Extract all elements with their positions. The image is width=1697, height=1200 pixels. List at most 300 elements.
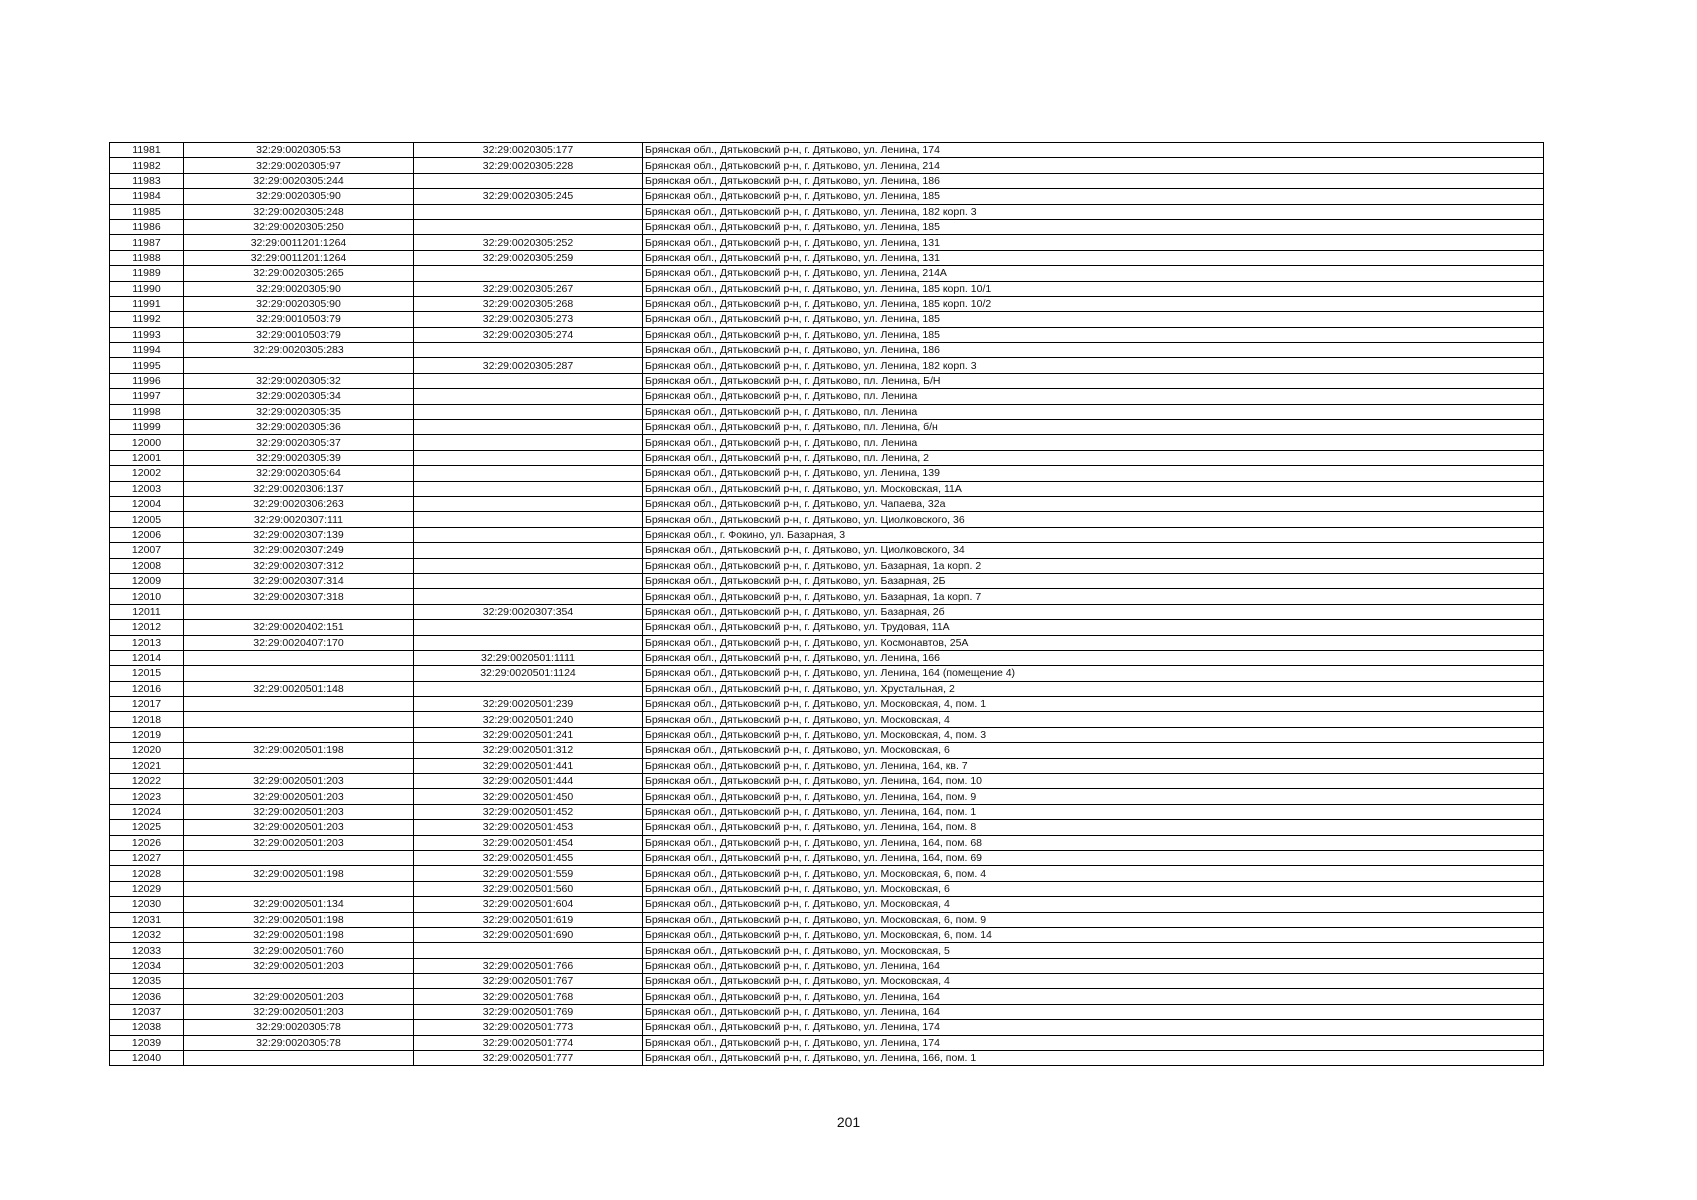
table-row <box>110 958 1544 973</box>
parcel-cadastral-number-cell: 32:29:0020501:148 <box>184 681 414 696</box>
object-cadastral-number-cell: 32:29:0020501:1111 <box>414 650 643 665</box>
table-row <box>110 712 1544 727</box>
row-number-cell: 12008 <box>110 558 184 573</box>
row-number-cell: 11993 <box>110 327 184 342</box>
parcel-cadastral-number-cell: 32:29:0020306:137 <box>184 481 414 496</box>
table-row <box>110 1035 1544 1050</box>
row-number-cell: 12034 <box>110 958 184 973</box>
object-cadastral-number-cell <box>414 543 643 558</box>
row-number-cell: 11981 <box>110 143 184 158</box>
row-number-cell: 12018 <box>110 712 184 727</box>
address-cell: Брянская обл., Дятьковский р-н, г. Дятьково, ул. Базарная, 1а корп. 7 <box>643 589 1544 604</box>
object-cadastral-number-cell: 32:29:0020501:444 <box>414 774 643 789</box>
row-number-cell: 12014 <box>110 650 184 665</box>
table-row <box>110 989 1544 1004</box>
row-number-cell: 11994 <box>110 343 184 358</box>
table-row <box>110 774 1544 789</box>
row-number-cell: 12032 <box>110 927 184 942</box>
table-row <box>110 697 1544 712</box>
address-cell: Брянская обл., Дятьковский р-н, г. Дятьково, ул. Московская, 6, пом. 9 <box>643 912 1544 927</box>
row-number-cell: 12007 <box>110 543 184 558</box>
row-number-cell: 12000 <box>110 435 184 450</box>
parcel-cadastral-number-cell: 32:29:0010503:79 <box>184 312 414 327</box>
address-cell: Брянская обл., Дятьковский р-н, г. Дятьково, ул. Базарная, 2б <box>643 604 1544 619</box>
row-number-cell: 11986 <box>110 219 184 234</box>
address-cell: Брянская обл., Дятьковский р-н, г. Дятьково, ул. Ленина, 164, пом. 69 <box>643 850 1544 865</box>
object-cadastral-number-cell <box>414 266 643 281</box>
table-row <box>110 1020 1544 1035</box>
object-cadastral-number-cell <box>414 389 643 404</box>
table-row <box>110 281 1544 296</box>
table-row <box>110 204 1544 219</box>
parcel-cadastral-number-cell: 32:29:0020305:90 <box>184 189 414 204</box>
object-cadastral-number-cell: 32:29:0020501:619 <box>414 912 643 927</box>
row-number-cell: 12024 <box>110 804 184 819</box>
parcel-cadastral-number-cell <box>184 650 414 665</box>
object-cadastral-number-cell <box>414 558 643 573</box>
address-cell: Брянская обл., Дятьковский р-н, г. Дятьково, пл. Ленина <box>643 389 1544 404</box>
address-cell: Брянская обл., Дятьковский р-н, г. Дятьково, ул. Московская, 6, пом. 14 <box>643 927 1544 942</box>
address-cell: Брянская обл., Дятьковский р-н, г. Дятьково, ул. Ленина, 131 <box>643 235 1544 250</box>
object-cadastral-number-cell <box>414 681 643 696</box>
address-cell: Брянская обл., Дятьковский р-н, г. Дятьково, ул. Ленина, 185 <box>643 219 1544 234</box>
object-cadastral-number-cell: 32:29:0020305:287 <box>414 358 643 373</box>
object-cadastral-number-cell <box>414 466 643 481</box>
object-cadastral-number-cell: 32:29:0020501:777 <box>414 1051 643 1066</box>
parcel-cadastral-number-cell <box>184 974 414 989</box>
row-number-cell: 12026 <box>110 835 184 850</box>
address-cell: Брянская обл., Дятьковский р-н, г. Дятьково, ул. Ленина, 174 <box>643 1035 1544 1050</box>
parcel-cadastral-number-cell: 32:29:0020501:198 <box>184 866 414 881</box>
object-cadastral-number-cell: 32:29:0020501:773 <box>414 1020 643 1035</box>
row-number-cell: 12002 <box>110 466 184 481</box>
row-number-cell: 12025 <box>110 820 184 835</box>
row-number-cell: 11995 <box>110 358 184 373</box>
parcel-cadastral-number-cell: 32:29:0020305:283 <box>184 343 414 358</box>
address-cell: Брянская обл., Дятьковский р-н, г. Дятьково, ул. Циолковского, 36 <box>643 512 1544 527</box>
address-cell: Брянская обл., Дятьковский р-н, г. Дятьково, ул. Ленина, 185 корп. 10/1 <box>643 281 1544 296</box>
row-number-cell: 11985 <box>110 204 184 219</box>
object-cadastral-number-cell <box>414 943 643 958</box>
object-cadastral-number-cell: 32:29:0020305:252 <box>414 235 643 250</box>
row-number-cell: 11984 <box>110 189 184 204</box>
parcel-cadastral-number-cell <box>184 697 414 712</box>
table-row <box>110 573 1544 588</box>
address-cell: Брянская обл., Дятьковский р-н, г. Дятьково, ул. Московская, 5 <box>643 943 1544 958</box>
table-row <box>110 296 1544 311</box>
object-cadastral-number-cell <box>414 173 643 188</box>
object-cadastral-number-cell: 32:29:0020501:454 <box>414 835 643 850</box>
object-cadastral-number-cell: 32:29:0020305:259 <box>414 250 643 265</box>
parcel-cadastral-number-cell: 32:29:0011201:1264 <box>184 250 414 265</box>
object-cadastral-number-cell: 32:29:0020501:768 <box>414 989 643 1004</box>
object-cadastral-number-cell: 32:29:0020501:239 <box>414 697 643 712</box>
address-cell: Брянская обл., Дятьковский р-н, г. Дятьково, пл. Ленина <box>643 404 1544 419</box>
object-cadastral-number-cell: 32:29:0020305:268 <box>414 296 643 311</box>
address-cell: Брянская обл., Дятьковский р-н, г. Дятьково, ул. Ленина, 131 <box>643 250 1544 265</box>
row-number-cell: 12021 <box>110 758 184 773</box>
table-row <box>110 881 1544 896</box>
object-cadastral-number-cell <box>414 481 643 496</box>
table-row <box>110 804 1544 819</box>
address-cell: Брянская обл., Дятьковский р-н, г. Дятьково, пл. Ленина, 2 <box>643 450 1544 465</box>
parcel-cadastral-number-cell: 32:29:0020501:203 <box>184 958 414 973</box>
parcel-cadastral-number-cell: 32:29:0020501:198 <box>184 912 414 927</box>
row-number-cell: 12015 <box>110 666 184 681</box>
table-row <box>110 897 1544 912</box>
parcel-cadastral-number-cell: 32:29:0020307:249 <box>184 543 414 558</box>
row-number-cell: 11991 <box>110 296 184 311</box>
parcel-cadastral-number-cell: 32:29:0011201:1264 <box>184 235 414 250</box>
address-cell: Брянская обл., Дятьковский р-н, г. Дятьково, пл. Ленина, Б/Н <box>643 373 1544 388</box>
row-number-cell: 11992 <box>110 312 184 327</box>
parcel-cadastral-number-cell: 32:29:0020305:90 <box>184 296 414 311</box>
parcel-cadastral-number-cell: 32:29:0020305:32 <box>184 373 414 388</box>
object-cadastral-number-cell: 32:29:0020501:690 <box>414 927 643 942</box>
address-cell: Брянская обл., Дятьковский р-н, г. Дятьково, ул. Московская, 11А <box>643 481 1544 496</box>
parcel-cadastral-number-cell: 32:29:0020501:198 <box>184 927 414 942</box>
table-row <box>110 389 1544 404</box>
table-row <box>110 758 1544 773</box>
object-cadastral-number-cell: 32:29:0020305:228 <box>414 158 643 173</box>
row-number-cell: 12020 <box>110 743 184 758</box>
address-cell: Брянская обл., Дятьковский р-н, г. Дятьково, ул. Трудовая, 11А <box>643 620 1544 635</box>
parcel-cadastral-number-cell: 32:29:0020305:248 <box>184 204 414 219</box>
parcel-cadastral-number-cell <box>184 666 414 681</box>
row-number-cell: 11996 <box>110 373 184 388</box>
table-row <box>110 681 1544 696</box>
row-number-cell: 12005 <box>110 512 184 527</box>
parcel-cadastral-number-cell: 32:29:0020305:36 <box>184 420 414 435</box>
object-cadastral-number-cell <box>414 527 643 542</box>
address-cell: Брянская обл., Дятьковский р-н, г. Дятьково, ул. Ленина, 164, пом. 10 <box>643 774 1544 789</box>
row-number-cell: 12010 <box>110 589 184 604</box>
row-number-cell: 11989 <box>110 266 184 281</box>
table-row <box>110 927 1544 942</box>
address-cell: Брянская обл., Дятьковский р-н, г. Дятьково, ул. Ленина, 164 <box>643 1004 1544 1019</box>
row-number-cell: 12009 <box>110 573 184 588</box>
parcel-cadastral-number-cell: 32:29:0020402:151 <box>184 620 414 635</box>
parcel-cadastral-number-cell: 32:29:0020306:263 <box>184 496 414 511</box>
address-cell: Брянская обл., Дятьковский р-н, г. Дятьково, ул. Московская, 4 <box>643 974 1544 989</box>
address-cell: Брянская обл., Дятьковский р-н, г. Дятьково, ул. Ленина, 214А <box>643 266 1544 281</box>
table-row <box>110 974 1544 989</box>
parcel-cadastral-number-cell: 32:29:0020307:318 <box>184 589 414 604</box>
row-number-cell: 11988 <box>110 250 184 265</box>
row-number-cell: 12040 <box>110 1051 184 1066</box>
object-cadastral-number-cell: 32:29:0020501:452 <box>414 804 643 819</box>
parcel-cadastral-number-cell <box>184 604 414 619</box>
table-row <box>110 820 1544 835</box>
object-cadastral-number-cell: 32:29:0020305:273 <box>414 312 643 327</box>
table-row <box>110 943 1544 958</box>
parcel-cadastral-number-cell <box>184 727 414 742</box>
parcel-cadastral-number-cell: 32:29:0020407:170 <box>184 635 414 650</box>
row-number-cell: 11987 <box>110 235 184 250</box>
object-cadastral-number-cell: 32:29:0020501:453 <box>414 820 643 835</box>
parcel-cadastral-number-cell <box>184 850 414 865</box>
address-cell: Брянская обл., Дятьковский р-н, г. Дятьково, ул. Ленина, 182 корп. 3 <box>643 358 1544 373</box>
object-cadastral-number-cell <box>414 635 643 650</box>
address-cell: Брянская обл., Дятьковский р-н, г. Дятьково, ул. Московская, 4, пом. 3 <box>643 727 1544 742</box>
parcel-cadastral-number-cell: 32:29:0020307:312 <box>184 558 414 573</box>
table-row <box>110 527 1544 542</box>
address-cell: Брянская обл., Дятьковский р-н, г. Дятьково, ул. Ленина, 164, пом. 1 <box>643 804 1544 819</box>
object-cadastral-number-cell: 32:29:0020501:559 <box>414 866 643 881</box>
table-row <box>110 512 1544 527</box>
table-row <box>110 143 1544 158</box>
parcel-cadastral-number-cell <box>184 1051 414 1066</box>
table-row <box>110 866 1544 881</box>
object-cadastral-number-cell <box>414 219 643 234</box>
parcel-cadastral-number-cell: 32:29:0010503:79 <box>184 327 414 342</box>
table-row <box>110 189 1544 204</box>
row-number-cell: 12039 <box>110 1035 184 1050</box>
parcel-cadastral-number-cell: 32:29:0020305:78 <box>184 1020 414 1035</box>
object-cadastral-number-cell: 32:29:0020501:1124 <box>414 666 643 681</box>
table-row <box>110 343 1544 358</box>
object-cadastral-number-cell: 32:29:0020501:560 <box>414 881 643 896</box>
object-cadastral-number-cell <box>414 589 643 604</box>
address-cell: Брянская обл., Дятьковский р-н, г. Дятьково, ул. Хрустальная, 2 <box>643 681 1544 696</box>
address-cell: Брянская обл., Дятьковский р-н, г. Дятьково, ул. Ленина, 185 <box>643 327 1544 342</box>
object-cadastral-number-cell <box>414 620 643 635</box>
object-cadastral-number-cell: 32:29:0020501:769 <box>414 1004 643 1019</box>
table-row <box>110 450 1544 465</box>
address-cell: Брянская обл., Дятьковский р-н, г. Дятьково, ул. Московская, 6 <box>643 881 1544 896</box>
address-cell: Брянская обл., Дятьковский р-н, г. Дятьково, ул. Московская, 6, пом. 4 <box>643 866 1544 881</box>
table-row <box>110 373 1544 388</box>
object-cadastral-number-cell: 32:29:0020501:774 <box>414 1035 643 1050</box>
row-number-cell: 11999 <box>110 420 184 435</box>
object-cadastral-number-cell <box>414 204 643 219</box>
row-number-cell: 11997 <box>110 389 184 404</box>
address-cell: Брянская обл., Дятьковский р-н, г. Дятьково, ул. Ленина, 185 <box>643 312 1544 327</box>
table-row <box>110 743 1544 758</box>
object-cadastral-number-cell <box>414 573 643 588</box>
table-row <box>110 404 1544 419</box>
address-cell: Брянская обл., Дятьковский р-н, г. Дятьково, ул. Ленина, 185 <box>643 189 1544 204</box>
row-number-cell: 11983 <box>110 173 184 188</box>
table-row <box>110 850 1544 865</box>
address-cell: Брянская обл., Дятьковский р-н, г. Дятьково, ул. Чапаева, 32а <box>643 496 1544 511</box>
address-cell: Брянская обл., Дятьковский р-н, г. Дятьково, ул. Ленина, 186 <box>643 173 1544 188</box>
parcel-cadastral-number-cell: 32:29:0020501:203 <box>184 835 414 850</box>
address-cell: Брянская обл., Дятьковский р-н, г. Дятьково, ул. Ленина, 164, пом. 9 <box>643 789 1544 804</box>
parcel-cadastral-number-cell: 32:29:0020501:134 <box>184 897 414 912</box>
object-cadastral-number-cell: 32:29:0020305:245 <box>414 189 643 204</box>
parcel-cadastral-number-cell: 32:29:0020307:111 <box>184 512 414 527</box>
address-cell: Брянская обл., Дятьковский р-н, г. Дятьково, ул. Ленина, 174 <box>643 143 1544 158</box>
row-number-cell: 12028 <box>110 866 184 881</box>
cadastral-table <box>109 142 1544 1066</box>
address-cell: Брянская обл., Дятьковский р-н, г. Дятьково, ул. Ленина, 139 <box>643 466 1544 481</box>
address-cell: Брянская обл., Дятьковский р-н, г. Дятьково, пл. Ленина <box>643 435 1544 450</box>
row-number-cell: 12030 <box>110 897 184 912</box>
parcel-cadastral-number-cell: 32:29:0020501:203 <box>184 789 414 804</box>
table-row <box>110 727 1544 742</box>
object-cadastral-number-cell: 32:29:0020501:766 <box>414 958 643 973</box>
row-number-cell: 12027 <box>110 850 184 865</box>
address-cell: Брянская обл., Дятьковский р-н, г. Дятьково, ул. Ленина, 164, кв. 7 <box>643 758 1544 773</box>
address-cell: Брянская обл., Дятьковский р-н, г. Дятьково, ул. Московская, 4, пом. 1 <box>643 697 1544 712</box>
address-cell: Брянская обл., Дятьковский р-н, г. Дятьково, ул. Московская, 4 <box>643 897 1544 912</box>
parcel-cadastral-number-cell: 32:29:0020501:760 <box>184 943 414 958</box>
address-cell: Брянская обл., Дятьковский р-н, г. Дятьково, пл. Ленина, б/н <box>643 420 1544 435</box>
parcel-cadastral-number-cell: 32:29:0020305:78 <box>184 1035 414 1050</box>
address-cell: Брянская обл., Дятьковский р-н, г. Дятьково, ул. Ленина, 164, пом. 68 <box>643 835 1544 850</box>
row-number-cell: 12031 <box>110 912 184 927</box>
parcel-cadastral-number-cell: 32:29:0020501:203 <box>184 804 414 819</box>
parcel-cadastral-number-cell: 32:29:0020305:34 <box>184 389 414 404</box>
table-row <box>110 1004 1544 1019</box>
table-row <box>110 219 1544 234</box>
object-cadastral-number-cell: 32:29:0020501:767 <box>414 974 643 989</box>
row-number-cell: 12023 <box>110 789 184 804</box>
object-cadastral-number-cell: 32:29:0020501:240 <box>414 712 643 727</box>
address-cell: Брянская обл., Дятьковский р-н, г. Дятьково, ул. Ленина, 185 корп. 10/2 <box>643 296 1544 311</box>
parcel-cadastral-number-cell: 32:29:0020305:64 <box>184 466 414 481</box>
row-number-cell: 12033 <box>110 943 184 958</box>
address-cell: Брянская обл., Дятьковский р-н, г. Дятьково, ул. Базарная, 1а корп. 2 <box>643 558 1544 573</box>
table-row <box>110 635 1544 650</box>
object-cadastral-number-cell: 32:29:0020307:354 <box>414 604 643 619</box>
table-row <box>110 666 1544 681</box>
object-cadastral-number-cell: 32:29:0020501:241 <box>414 727 643 742</box>
object-cadastral-number-cell: 32:29:0020501:312 <box>414 743 643 758</box>
parcel-cadastral-number-cell: 32:29:0020305:90 <box>184 281 414 296</box>
row-number-cell: 11990 <box>110 281 184 296</box>
object-cadastral-number-cell <box>414 450 643 465</box>
row-number-cell: 12013 <box>110 635 184 650</box>
row-number-cell: 12022 <box>110 774 184 789</box>
row-number-cell: 12019 <box>110 727 184 742</box>
parcel-cadastral-number-cell: 32:29:0020305:97 <box>184 158 414 173</box>
address-cell: Брянская обл., Дятьковский р-н, г. Дятьково, ул. Ленина, 164 <box>643 989 1544 1004</box>
address-cell: Брянская обл., Дятьковский р-н, г. Дятьково, ул. Ленина, 164 (помещение 4) <box>643 666 1544 681</box>
object-cadastral-number-cell <box>414 512 643 527</box>
table-row <box>110 620 1544 635</box>
parcel-cadastral-number-cell <box>184 358 414 373</box>
parcel-cadastral-number-cell <box>184 758 414 773</box>
page-number: 201 <box>836 1114 861 1130</box>
parcel-cadastral-number-cell: 32:29:0020501:203 <box>184 820 414 835</box>
row-number-cell: 12029 <box>110 881 184 896</box>
object-cadastral-number-cell <box>414 420 643 435</box>
object-cadastral-number-cell: 32:29:0020305:267 <box>414 281 643 296</box>
row-number-cell: 11998 <box>110 404 184 419</box>
parcel-cadastral-number-cell: 32:29:0020305:39 <box>184 450 414 465</box>
object-cadastral-number-cell: 32:29:0020501:604 <box>414 897 643 912</box>
address-cell: Брянская обл., Дятьковский р-н, г. Дятьково, ул. Ленина, 214 <box>643 158 1544 173</box>
parcel-cadastral-number-cell: 32:29:0020501:203 <box>184 989 414 1004</box>
table-row <box>110 250 1544 265</box>
row-number-cell: 12003 <box>110 481 184 496</box>
object-cadastral-number-cell <box>414 435 643 450</box>
table-row <box>110 1051 1544 1066</box>
row-number-cell: 12004 <box>110 496 184 511</box>
row-number-cell: 12001 <box>110 450 184 465</box>
address-cell: Брянская обл., Дятьковский р-н, г. Дятьково, ул. Базарная, 2Б <box>643 573 1544 588</box>
table-row <box>110 420 1544 435</box>
object-cadastral-number-cell: 32:29:0020305:177 <box>414 143 643 158</box>
table-row <box>110 789 1544 804</box>
table-body <box>110 143 1544 1066</box>
address-cell: Брянская обл., Дятьковский р-н, г. Дятьково, ул. Циолковского, 34 <box>643 543 1544 558</box>
address-cell: Брянская обл., Дятьковский р-н, г. Дятьково, ул. Ленина, 164, пом. 8 <box>643 820 1544 835</box>
table-row <box>110 312 1544 327</box>
table-row <box>110 650 1544 665</box>
parcel-cadastral-number-cell: 32:29:0020305:53 <box>184 143 414 158</box>
object-cadastral-number-cell <box>414 343 643 358</box>
table-row <box>110 358 1544 373</box>
parcel-cadastral-number-cell: 32:29:0020305:37 <box>184 435 414 450</box>
address-cell: Брянская обл., Дятьковский р-н, г. Дятьково, ул. Ленина, 182 корп. 3 <box>643 204 1544 219</box>
object-cadastral-number-cell: 32:29:0020501:455 <box>414 850 643 865</box>
table-row <box>110 235 1544 250</box>
parcel-cadastral-number-cell: 32:29:0020501:203 <box>184 774 414 789</box>
row-number-cell: 11982 <box>110 158 184 173</box>
row-number-cell: 12011 <box>110 604 184 619</box>
table-row <box>110 327 1544 342</box>
parcel-cadastral-number-cell: 32:29:0020305:244 <box>184 173 414 188</box>
row-number-cell: 12035 <box>110 974 184 989</box>
address-cell: Брянская обл., г. Фокино, ул. Базарная, 3 <box>643 527 1544 542</box>
row-number-cell: 12037 <box>110 1004 184 1019</box>
object-cadastral-number-cell <box>414 496 643 511</box>
address-cell: Брянская обл., Дятьковский р-н, г. Дятьково, ул. Ленина, 166 <box>643 650 1544 665</box>
table-row <box>110 173 1544 188</box>
address-cell: Брянская обл., Дятьковский р-н, г. Дятьково, ул. Ленина, 166, пом. 1 <box>643 1051 1544 1066</box>
parcel-cadastral-number-cell: 32:29:0020501:198 <box>184 743 414 758</box>
table-row <box>110 481 1544 496</box>
object-cadastral-number-cell: 32:29:0020305:274 <box>414 327 643 342</box>
object-cadastral-number-cell <box>414 404 643 419</box>
address-cell: Брянская обл., Дятьковский р-н, г. Дятьково, ул. Московская, 6 <box>643 743 1544 758</box>
address-cell: Брянская обл., Дятьковский р-н, г. Дятьково, ул. Ленина, 174 <box>643 1020 1544 1035</box>
parcel-cadastral-number-cell: 32:29:0020307:314 <box>184 573 414 588</box>
table-row <box>110 466 1544 481</box>
table-row <box>110 266 1544 281</box>
table-row <box>110 435 1544 450</box>
row-number-cell: 12012 <box>110 620 184 635</box>
parcel-cadastral-number-cell: 32:29:0020307:139 <box>184 527 414 542</box>
parcel-cadastral-number-cell <box>184 712 414 727</box>
object-cadastral-number-cell: 32:29:0020501:441 <box>414 758 643 773</box>
row-number-cell: 12006 <box>110 527 184 542</box>
parcel-cadastral-number-cell: 32:29:0020305:35 <box>184 404 414 419</box>
parcel-cadastral-number-cell: 32:29:0020501:203 <box>184 1004 414 1019</box>
table-row <box>110 158 1544 173</box>
row-number-cell: 12016 <box>110 681 184 696</box>
table-row <box>110 558 1544 573</box>
address-cell: Брянская обл., Дятьковский р-н, г. Дятьково, ул. Ленина, 164 <box>643 958 1544 973</box>
parcel-cadastral-number-cell: 32:29:0020305:265 <box>184 266 414 281</box>
row-number-cell: 12038 <box>110 1020 184 1035</box>
address-cell: Брянская обл., Дятьковский р-н, г. Дятьково, ул. Ленина, 186 <box>643 343 1544 358</box>
address-cell: Брянская обл., Дятьковский р-н, г. Дятьково, ул. Московская, 4 <box>643 712 1544 727</box>
parcel-cadastral-number-cell: 32:29:0020305:250 <box>184 219 414 234</box>
table-row <box>110 543 1544 558</box>
row-number-cell: 12036 <box>110 989 184 1004</box>
object-cadastral-number-cell <box>414 373 643 388</box>
table-row <box>110 496 1544 511</box>
table-row <box>110 589 1544 604</box>
object-cadastral-number-cell: 32:29:0020501:450 <box>414 789 643 804</box>
table-row <box>110 604 1544 619</box>
table-row <box>110 835 1544 850</box>
address-cell: Брянская обл., Дятьковский р-н, г. Дятьково, ул. Космонавтов, 25А <box>643 635 1544 650</box>
